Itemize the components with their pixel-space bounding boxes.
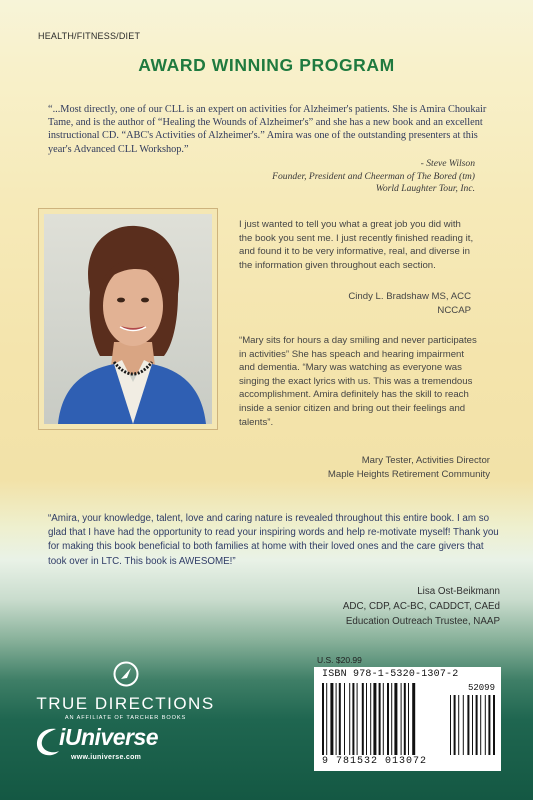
attribution-line: Cindy L. Bradshaw MS, ACC: [348, 291, 471, 302]
attribution-line: NCCAP: [437, 304, 471, 316]
cover-headline: AWARD WINNING PROGRAM: [138, 55, 395, 75]
price-label: U.S. $20.99: [317, 655, 362, 665]
attribution-line: World Laughter Tour, Inc.: [375, 183, 475, 195]
testimonial-2-attribution: [296, 290, 471, 317]
publisher-affiliation: AN AFFILIATE OF TARCHER BOOKS: [64, 715, 187, 721]
attribution-line: Lisa Ost-Beikmann: [417, 586, 500, 597]
attribution-line: Education Outreach Trustee, NAAP: [345, 616, 500, 627]
quote-line: in activities” She has speach and hearing impairment: [239, 348, 465, 360]
iuniverse-swirl-icon: [34, 725, 62, 757]
quote-line: and dementia. “Mary was watching as everyone was: [239, 362, 462, 374]
quote-line: I just wanted to tell you what a great job you did with: [239, 219, 461, 230]
attribution-line: - Steve Wilson: [420, 158, 475, 169]
quote-line: “Mary sits for hours a day smiling and never participates: [239, 335, 477, 346]
true-directions-logo: [33, 661, 218, 721]
quote-line: and found it to be very informative, real, and diverse in: [239, 246, 470, 258]
quote-line: singing the exact lyrics with us. This was a tremendous: [239, 375, 473, 387]
category-label: HEALTH/FITNESS/DIET: [38, 31, 141, 41]
author-photo: [38, 208, 218, 430]
testimonial-1-attribution: [190, 158, 475, 196]
attribution-line: Maple Heights Retirement Community: [327, 468, 490, 480]
attribution-line: Founder, President and Cheerman of The Bored (tm): [272, 170, 475, 182]
compass-icon: [113, 661, 139, 687]
author-portrait-image: [44, 214, 212, 424]
ean-digits: 9 781532 013072: [322, 756, 428, 767]
publisher-name: iUniverse: [59, 724, 159, 750]
isbn-barcode-panel: [314, 667, 501, 771]
isbn-number: ISBN 978-1-5320-1307-2: [322, 669, 459, 680]
publisher-url: www.iuniverse.com: [71, 754, 142, 761]
testimonial-quote-3: [239, 334, 477, 429]
quote-line: accomplishment. Amira definitely has the skill to reach: [239, 389, 469, 401]
testimonial-3-attribution: [300, 454, 490, 481]
quote-line: the book you sent me. I just recently finished reading it,: [239, 232, 474, 244]
testimonial-quote-2: [239, 218, 473, 272]
testimonial-quote-1: “...Most directly, one of our CLL is an expert on activities for Alzheimer's patients. She is Amira Choukair Tame, and is the author of “Healing the Wounds of Alzheimer's” and she has a new book and an excellent instructional CD. “ABC's Activities of Alzheimer's.” Amira was one of the outstanding presenters at this year's Advanced CLL Workshop.”: [48, 104, 487, 155]
quote-line: talents”.: [239, 416, 274, 428]
quote-line: inside a senior citizen and bring out their feelings and: [239, 402, 466, 414]
attribution-line: Mary Tester, Activities Director: [361, 455, 490, 466]
quote-line: the information given throughout each section.: [239, 259, 436, 271]
publisher-name: TRUE DIRECTIONS: [36, 694, 215, 713]
testimonial-4-attribution: [290, 584, 500, 629]
attribution-line: ADC, CDP, AC-BC, CADDCT, CAEd: [342, 601, 500, 612]
testimonial-quote-4: “Amira, your knowledge, talent, love and caring nature is revealed throughout this entire book. I am so glad that I have had the opportunity to read your inspiring words and help re-motivate myself! Thank you for making this book beneficial to both families at home with their loved ones and the care givers that took over in LTC. This book is AWESOME!”: [48, 513, 499, 567]
price-code: 52099: [467, 683, 495, 693]
